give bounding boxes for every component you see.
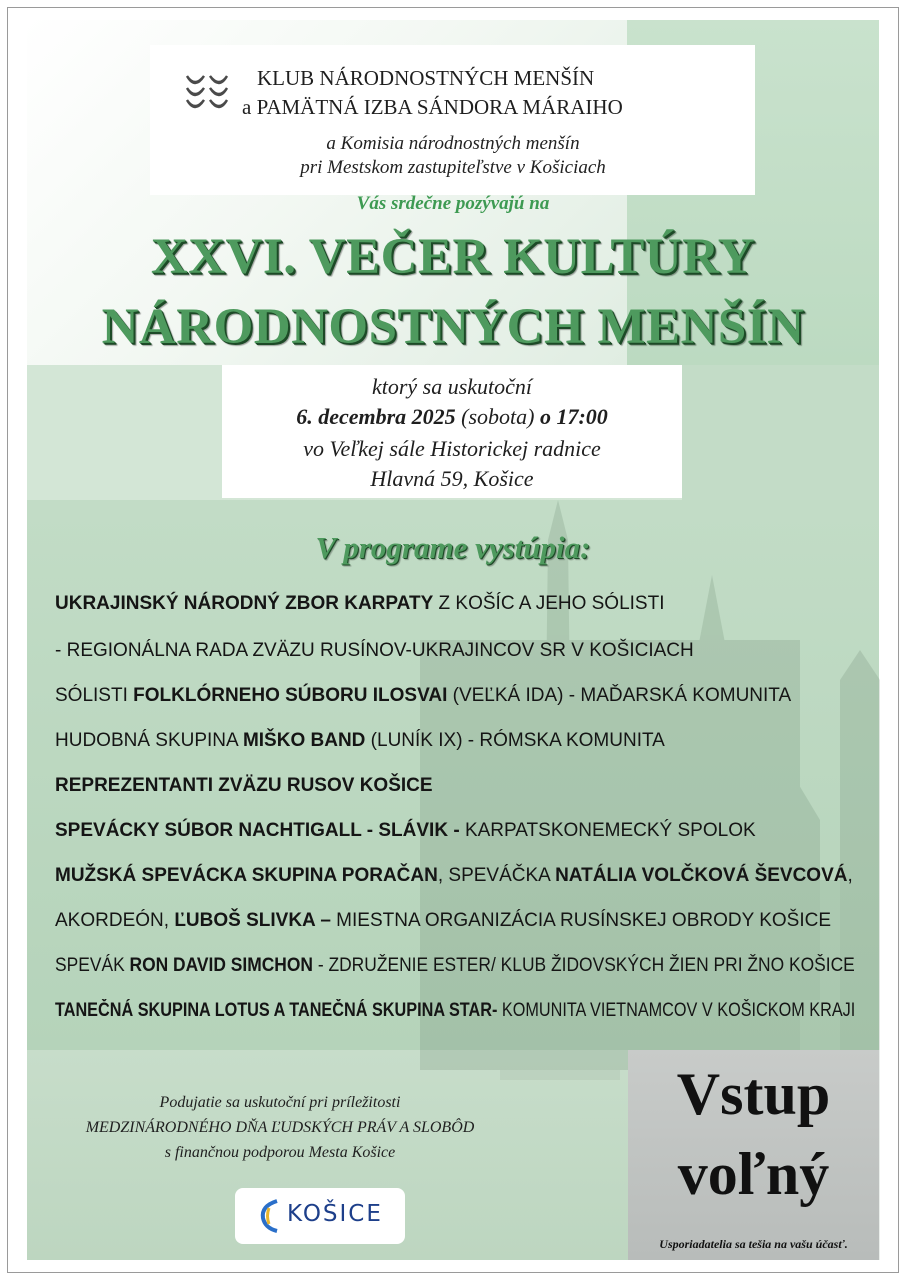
program-item-detail: MIESTNA ORGANIZÁCIA RUSÍNSKEJ OBRODY KOŠICE (330, 910, 831, 931)
program-item-detail: - REGIONÁLNA RADA ZVÄZU RUSÍNOV-UKRAJINCOV SR V KOŠICIACH (55, 640, 694, 661)
program-item (55, 685, 791, 707)
event-title-line1: XXVI. VEČER KULTÚRY (150, 229, 756, 285)
kosice-logo-text: KOŠICE (287, 1201, 383, 1227)
program-item-detail: AKORDEÓN, (55, 910, 175, 931)
event-date-time (222, 404, 682, 430)
program-item-performer: UKRAJINSKÝ NÁRODNÝ ZBOR KARPATY (55, 593, 434, 614)
program-item-detail: , SPEVÁČKA (437, 865, 556, 886)
program-item-detail: SÓLISTI (55, 685, 134, 706)
program-item (55, 730, 665, 752)
program-item (55, 640, 694, 662)
program-item-detail: (VEĽKÁ IDA) - MAĎARSKÁ KOMUNITA (447, 685, 792, 706)
free-entry-line1: Vstup (676, 1061, 831, 1127)
event-venue: vo Veľkej sále Historickej radnice (303, 436, 601, 461)
free-entry-line2: voľný (677, 1141, 830, 1207)
event-weekday: (sobota) (455, 404, 540, 429)
event-time: 17:00 (550, 404, 608, 429)
program-item-performer: FOLKLÓRNEHO SÚBORU ILOSVAI (133, 685, 448, 706)
program-item-performer: SPEVÁCKY SÚBOR NACHTIGALL - SLÁVIK - (55, 820, 460, 841)
event-time-prefix: o (539, 404, 551, 429)
occasion-note-line2: MEDZINÁRODNÉHO DŇA ĽUDSKÝCH PRÁV A SLOBÔD (85, 1119, 475, 1136)
organizers-thanks: Usporiadatelia sa tešia na vašu účasť. (659, 1237, 848, 1251)
program-item-detail: HUDOBNÁ SKUPINA (55, 730, 243, 751)
program-item (55, 775, 433, 797)
kosice-emblem-icon (257, 1198, 285, 1234)
kosice-city-logo (235, 1188, 405, 1244)
program-item-performer: ĽUBOŠ SLIVKA – (174, 910, 331, 931)
program-item-performer: NATÁLIA VOLČKOVÁ ŠEVCOVÁ (555, 865, 848, 886)
program-item-detail: KARPATSKONEMECKÝ SPOLOK (459, 820, 756, 841)
program-item (55, 820, 756, 842)
club-name-line1: KLUB NÁRODNOSTNÝCH MENŠÍN (257, 66, 595, 90)
commission-line2: pri Mestskom zastupiteľstve v Košiciach (300, 157, 606, 178)
event-title-line2: NÁRODNOSTNÝCH MENŠÍN (101, 299, 805, 355)
program-item (55, 865, 853, 887)
program-item-performer: RON DAVID SIMCHON (129, 955, 314, 976)
program-item-detail: - ZDRUŽENIE ESTER/ KLUB ŽIDOVSKÝCH ŽIEN PRI ŽNO KOŠICE (313, 955, 855, 976)
program-heading: V programe vystúpia: (315, 530, 591, 565)
program-item (55, 955, 855, 977)
program-item-detail: KOMUNITA VIETNAMCOV V KOŠICKOM KRAJI (497, 1000, 856, 1021)
program-item-performer: REPREZENTANTI ZVÄZU RUSOV KOŠICE (55, 775, 433, 796)
club-name-line2: a PAMÄTNÁ IZBA SÁNDORA MÁRAIHO (242, 95, 623, 119)
program-item-detail: (LUNÍK IX) - RÓMSKA KOMUNITA (365, 730, 665, 751)
program-item-detail: , (847, 865, 853, 886)
program-item-performer: TANEČNÁ SKUPINA LOTUS A TANEČNÁ SKUPINA STAR- (55, 1000, 498, 1021)
program-item (55, 910, 831, 932)
program-item (55, 593, 665, 615)
program-item-performer: MIŠKO BAND (242, 730, 366, 751)
event-intro: ktorý sa uskutoční (371, 374, 533, 399)
commission-line1: a Komisia národnostných menšín (326, 133, 580, 154)
invitation-text: Vás srdečne pozývajú na (356, 193, 550, 214)
program-item-performer: MUŽSKÁ SPEVÁCKA SKUPINA PORAČAN (55, 865, 438, 886)
program-item (55, 1000, 855, 1022)
event-address: Hlavná 59, Košice (370, 466, 534, 491)
hearts-tulip-icon (184, 72, 230, 114)
occasion-note-line1: Podujatie sa uskutoční pri príležitosti (159, 1094, 401, 1111)
occasion-note-line3: s finančnou podporou Mesta Košice (164, 1144, 396, 1161)
program-item-detail: SPEVÁK (55, 955, 130, 976)
event-date: 6. decembra 2025 (296, 404, 456, 429)
program-item-detail: Z KOŠÍC A JEHO SÓLISTI (433, 593, 665, 614)
